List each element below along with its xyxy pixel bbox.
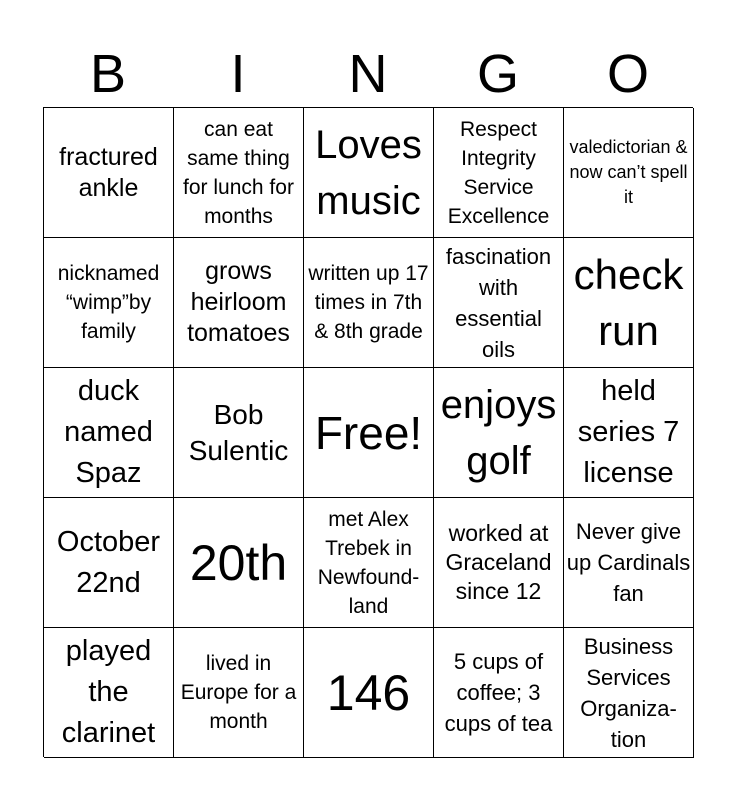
bingo-cell[interactable] (434, 368, 564, 498)
bingo-cell[interactable] (174, 628, 304, 758)
cell-text: October 22nd (56, 525, 161, 599)
bingo-cell[interactable] (44, 628, 174, 758)
header-letter-b: B (89, 44, 127, 104)
cell-text: check run (573, 250, 684, 354)
cell-text: lived in Europe for a month (180, 652, 297, 733)
bingo-cell[interactable] (564, 628, 694, 758)
cell-text: 146 (326, 664, 411, 721)
cell-text: 5 cups of coffee; 3 cups of tea (444, 649, 553, 736)
cell-text: written up 17 times in 7th & 8th grade (308, 262, 429, 343)
bingo-cell[interactable] (44, 498, 174, 628)
bingo-cell[interactable] (434, 238, 564, 368)
header-letter-o: O (606, 44, 649, 104)
bingo-cell[interactable] (564, 238, 694, 368)
header-letter-g: G (476, 44, 519, 104)
cell-text: held series 7 license (577, 375, 680, 489)
bingo-cell[interactable] (44, 108, 174, 238)
bingo-header (43, 40, 693, 108)
cell-text: Respect Integrity Service Excellence (447, 117, 550, 228)
cell-text: worked at Graceland since 12 (445, 520, 552, 604)
bingo-card-grid (43, 107, 693, 757)
cell-text: Loves music (315, 122, 422, 223)
cell-text: Never give up Cardinals fan (566, 519, 691, 606)
cell-text: 20th (189, 534, 288, 591)
bingo-cell[interactable] (564, 368, 694, 498)
cell-text: grows heirloom tomatoes (187, 257, 290, 347)
bingo-cell[interactable] (434, 498, 564, 628)
bingo-cell[interactable] (304, 108, 434, 238)
bingo-cell[interactable] (44, 368, 174, 498)
cell-text: can eat same thing for lunch for months (183, 117, 294, 228)
cell-text: Bob Sulentic (188, 398, 289, 466)
cell-text: enjoys golf (440, 382, 557, 483)
cell-text: Free! (314, 406, 423, 459)
cell-text: nicknamed “wimp”by family (57, 262, 160, 343)
bingo-cell[interactable] (174, 108, 304, 238)
cell-text: met Alex Trebek in Newfound-land (317, 507, 420, 618)
cell-text: Business Services Organiza-tion (580, 633, 677, 752)
bingo-cell[interactable] (304, 238, 434, 368)
cell-text: fascination with essential oils (445, 243, 552, 362)
cell-text: fractured ankle (59, 142, 158, 202)
bingo-cell[interactable] (564, 498, 694, 628)
bingo-cell[interactable] (44, 238, 174, 368)
bingo-cell[interactable] (174, 498, 304, 628)
header-letter-i: I (230, 44, 246, 104)
bingo-cell[interactable] (434, 628, 564, 758)
bingo-cell[interactable] (564, 108, 694, 238)
free-space[interactable] (304, 368, 434, 498)
bingo-cell[interactable] (434, 108, 564, 238)
bingo-cell[interactable] (174, 238, 304, 368)
cell-text: played the clarinet (61, 635, 156, 749)
bingo-cell[interactable] (304, 628, 434, 758)
cell-text: duck named Spaz (64, 375, 153, 489)
cell-text: valedictorian & now can’t spell it (569, 137, 688, 207)
header-letter-n: N (348, 44, 388, 104)
bingo-cell[interactable] (174, 368, 304, 498)
bingo-cell[interactable] (304, 498, 434, 628)
